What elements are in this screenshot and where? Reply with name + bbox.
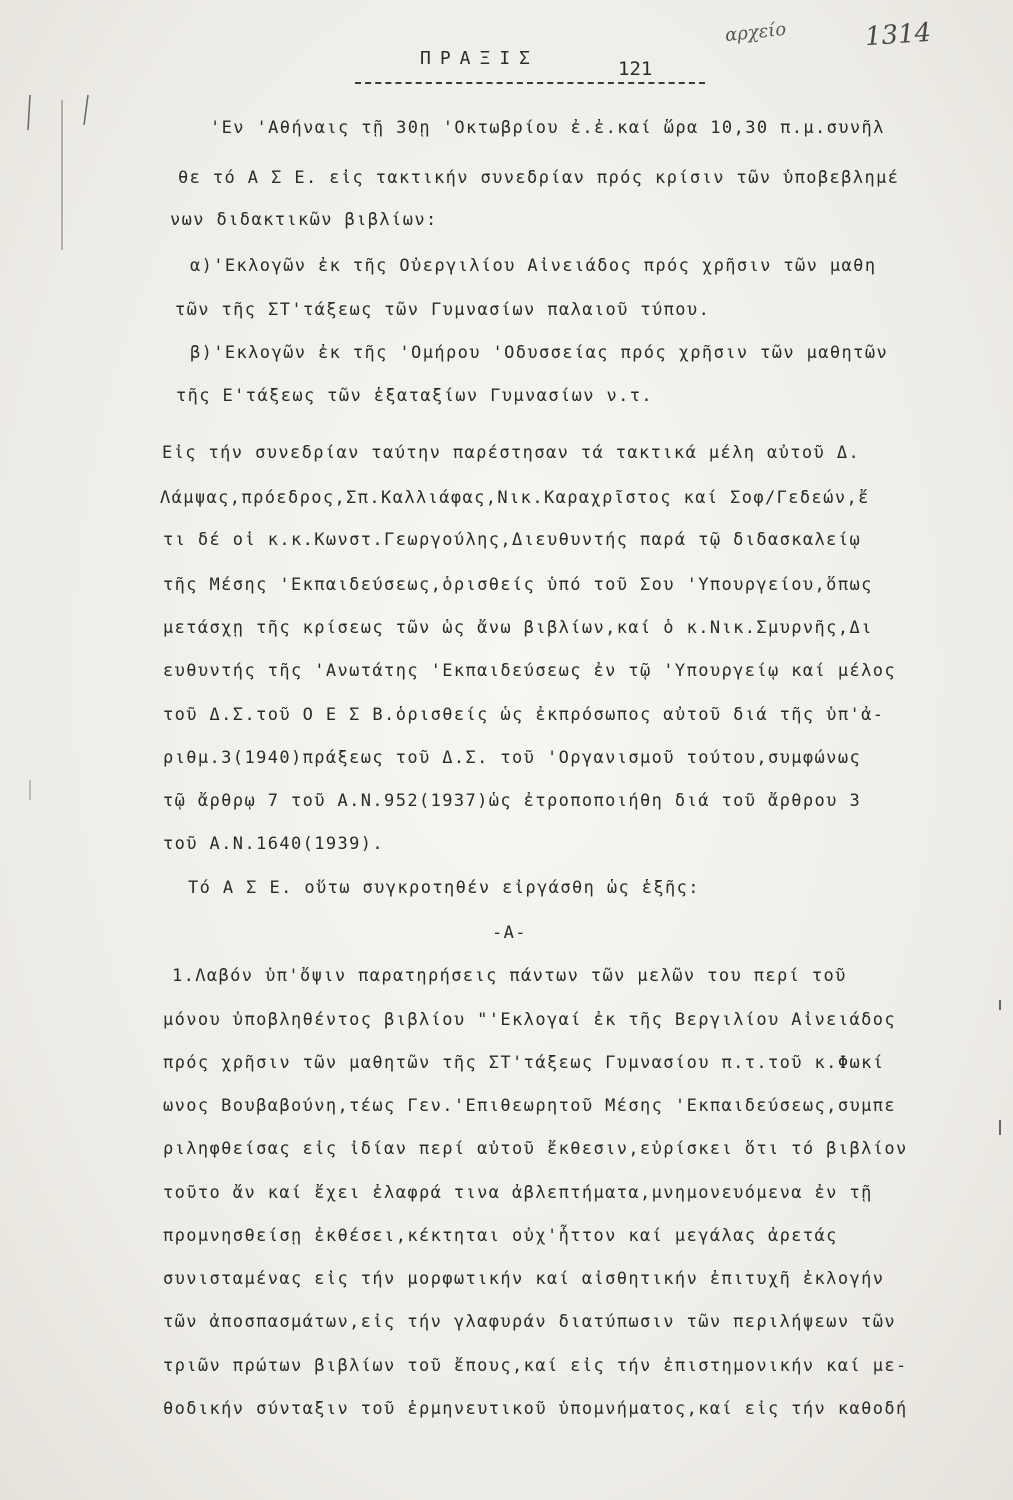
- document-title: ΠΡΑΞΙΣ: [420, 48, 540, 69]
- text-line: ευθυντής τῆς 'Ανωτάτης 'Εκπαιδεύσεως ἐν τῷ 'Υπουργείῳ καί μέλος: [163, 661, 896, 681]
- text-line: μόνου ὑποβληθέντος βιβλίου "'Εκλογαί ἐκ τῆς Βεργιλίου Αἰνειάδος: [163, 1010, 896, 1030]
- text-line: 'Εν 'Αθήναις τῇ 30ῃ 'Οκτωβρίου ἐ.ἐ.καί ὥρα 10,30 π.μ.συνῆλ: [210, 118, 885, 138]
- text-line: τοῦτο ἄν καί ἔχει ἐλαφρά τινα ἀβλεπτήματα,μνημονευόμενα ἐν τῇ: [163, 1183, 873, 1203]
- text-line: τοῦ Δ.Σ.τοῦ Ο Ε Σ Β.ὁρισθείς ὡς ἐκπρόσωπος αὐτοῦ διά τῆς ὑπ'ἀ-: [163, 705, 885, 725]
- text-line: θοδικήν σύνταξιν τοῦ ἑρμηνευτικοῦ ὑπομνήματος,καί εἰς τήν καθοδή: [163, 1399, 908, 1419]
- text-line: νων διδακτικῶν βιβλίων:: [170, 210, 438, 230]
- text-line: Λάμψας,πρόεδρος,Σπ.Καλλιάφας,Νικ.Καραχρῖστος καί Σοφ/Γεδεών,ἔ: [160, 488, 870, 508]
- text-line: συνισταμένας εἰς τήν μορφωτικήν καί αἰσθητικήν ἐπιτυχῆ ἐκλογήν: [163, 1269, 885, 1289]
- text-line: τῶν ἀποσπασμάτων,εἰς τήν γλαφυράν διατύπωσιν τῶν περιλήψεων τῶν: [163, 1312, 896, 1332]
- text-line: τῷ ἄρθρῳ 7 τοῦ Α.Ν.952(1937)ὡς ἐτροποποιήθη διά τοῦ ἄρθρου 3: [163, 791, 862, 811]
- text-line: προμνησθείσῃ ἐκθέσει,κέκτηται οὐχ'ἧττον καί μεγάλας ἀρετάς: [163, 1226, 838, 1246]
- section-marker: -Α-: [492, 923, 527, 943]
- text-line: ριληφθείσας εἰς ἰδίαν περί αὐτοῦ ἔκθεσιν,εὑρίσκει ὅτι τό βιβλίον: [163, 1139, 908, 1159]
- text-line: θε τό Α Σ Ε. εἰς τακτικήν συνεδρίαν πρός κρίσιν τῶν ὑποβεβλημέ: [178, 168, 900, 188]
- text-line: Εἰς τήν συνεδρίαν ταύτην παρέστησαν τά τακτικά μέλη αὐτοῦ Δ.: [162, 443, 861, 463]
- text-line: τῆς Μέσης 'Εκπαιδεύσεως,ὁρισθείς ὑπό τοῦ Σου 'Υπουργείου,ὅπως: [163, 575, 873, 595]
- text-line: πρός χρῆσιν τῶν μαθητῶν τῆς ΣΤ'τάξεως Γυμνασίου π.τ.τοῦ κ.Φωκί: [163, 1053, 885, 1073]
- text-line: α)'Εκλογῶν ἐκ τῆς Οὐεργιλίου Αἰνειάδος πρός χρῆσιν τῶν μαθη: [190, 256, 877, 276]
- text-line: Τό Α Σ Ε. οὕτω συγκροτηθέν εἰργάσθη ὡς ἑξῆς:: [188, 878, 700, 898]
- text-line: ριθμ.3(1940)πράξεως τοῦ Δ.Σ. τοῦ 'Οργανισμοῦ τούτου,συμφώνως: [163, 748, 862, 768]
- handwritten-archive-number: 1314: [864, 17, 933, 53]
- text-line: τι δέ οἱ κ.κ.Κωνστ.Γεωργούλης,Διευθυντής παρά τῷ διδασκαλείῳ: [163, 530, 862, 550]
- text-line: 1.Λαβόν ὑπ'ὄψιν παρατηρήσεις πάντων τῶν μελῶν του περί τοῦ: [172, 966, 847, 986]
- handwritten-note: αρχείο: [724, 18, 788, 47]
- text-line: β)'Εκλογῶν ἐκ τῆς 'Ομήρου 'Οδυσσείας πρός χρῆσιν τῶν μαθητῶν: [190, 343, 889, 363]
- text-line: τοῦ Α.Ν.1640(1939).: [163, 834, 385, 854]
- page-number: 121: [618, 58, 653, 80]
- text-line: τριῶν πρώτων βιβλίων τοῦ ἔπους,καί εἰς τήν ἐπιστημονικήν καί με-: [163, 1356, 908, 1376]
- text-line: μετάσχῃ τῆς κρίσεως τῶν ὡς ἄνω βιβλίων,καί ὁ κ.Νικ.Σμυρνῆς,Δι: [163, 618, 873, 638]
- text-line: τῆς Ε'τάξεως τῶν ἑξαταξίων Γυμνασίων ν.τ.: [176, 386, 654, 406]
- text-line: τῶν τῆς ΣΤ'τάξεως τῶν Γυμνασίων παλαιοῦ τύπου.: [175, 300, 711, 320]
- text-line: ωνος Βουβαβούνη,τέως Γεν.'Επιθεωρητοῦ Μέσης 'Εκπαιδεύσεως,συμπε: [163, 1096, 896, 1116]
